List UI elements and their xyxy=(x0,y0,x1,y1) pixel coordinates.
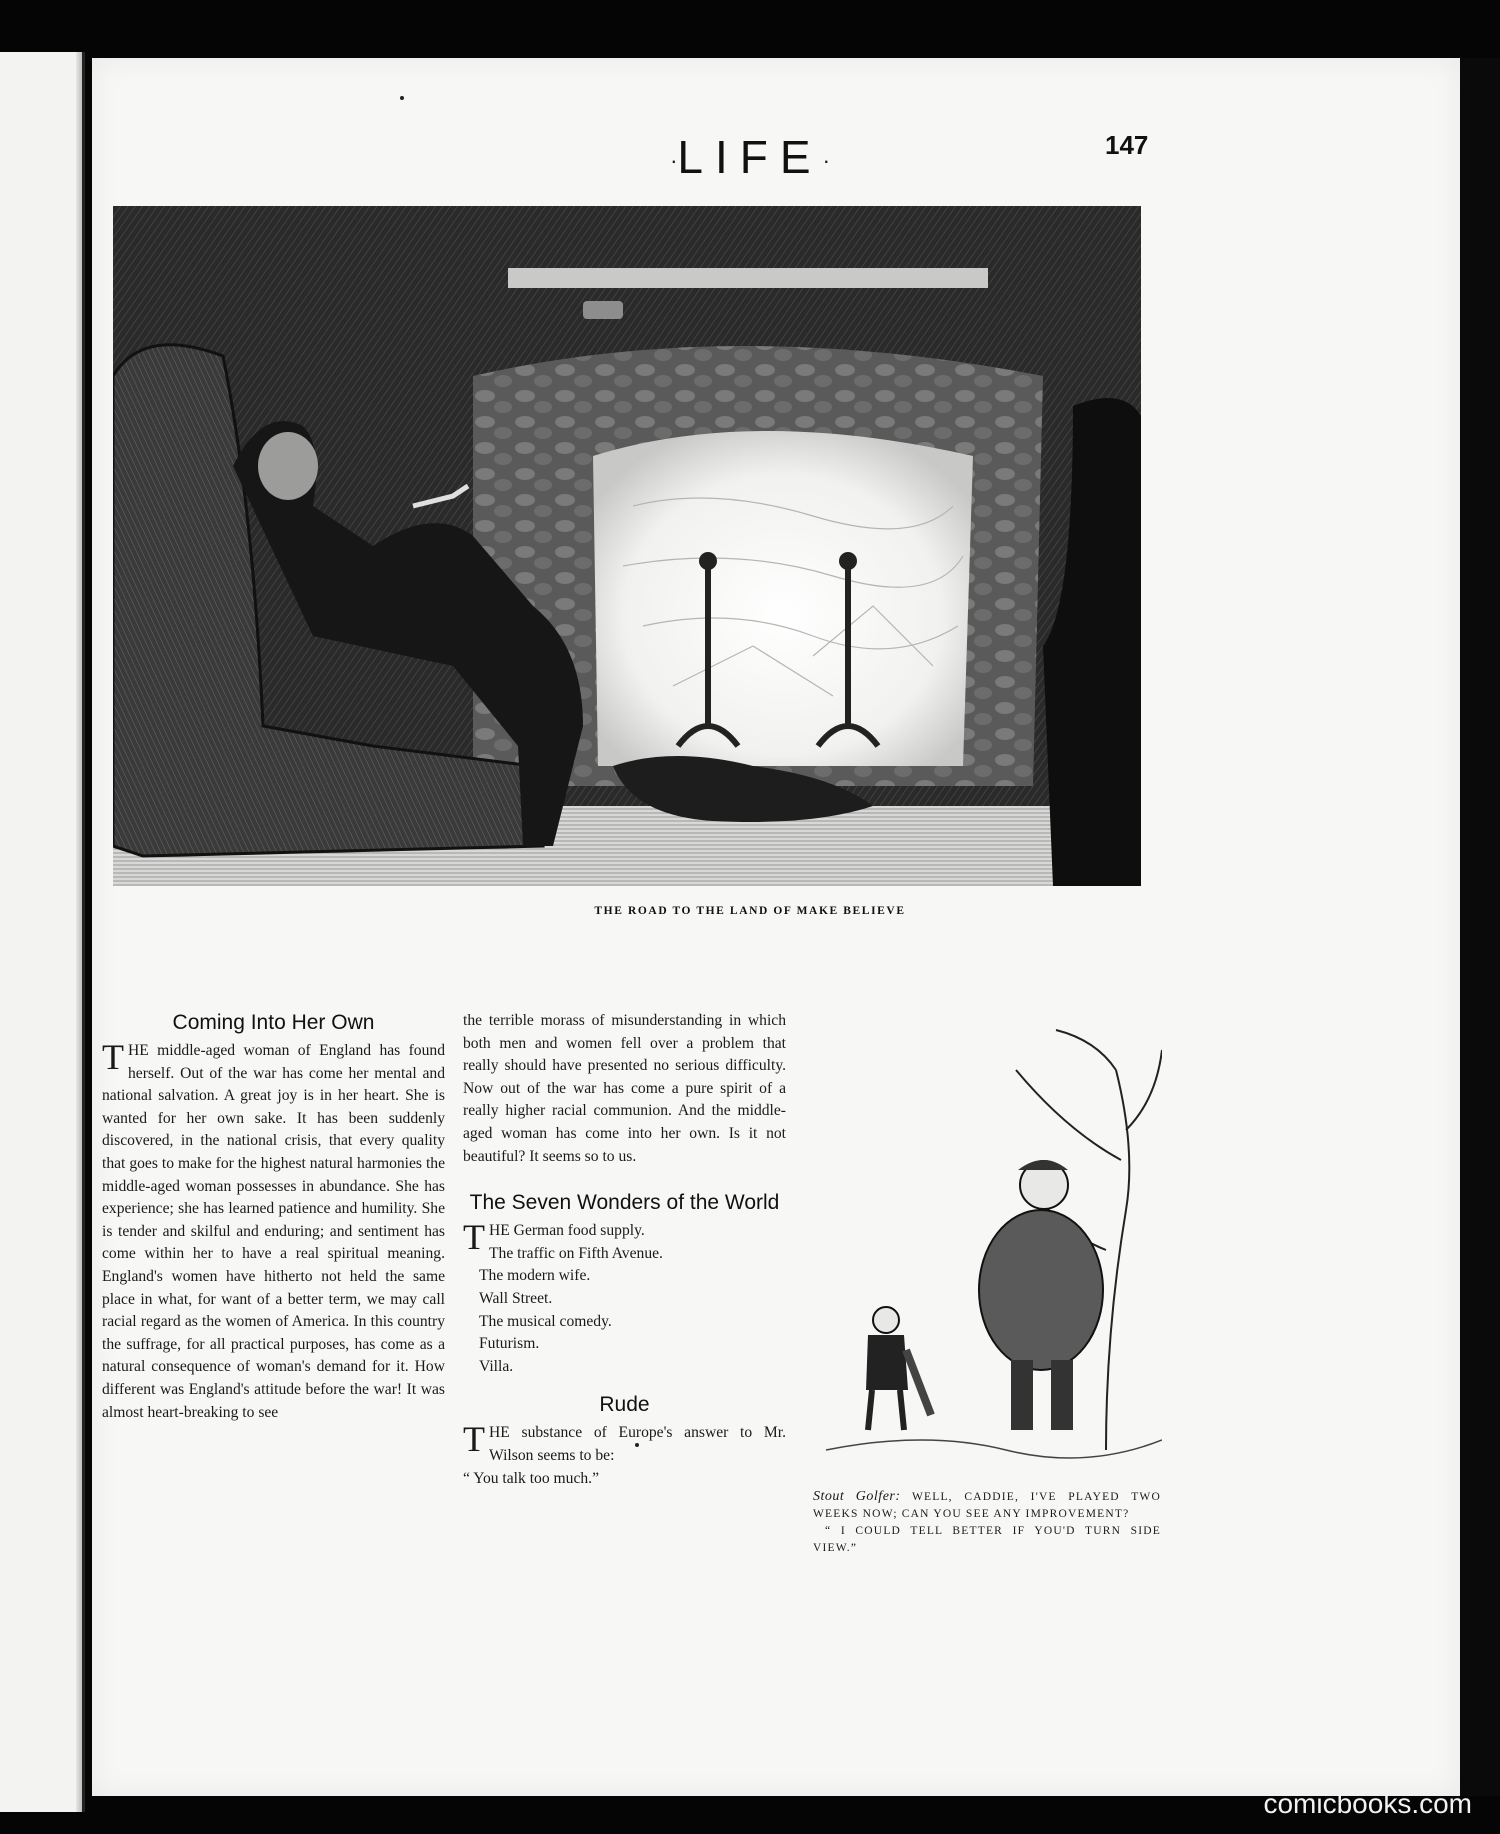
list-item: The traffic on Fifth Avenue. xyxy=(489,1244,663,1262)
ground xyxy=(826,1440,1162,1458)
illustration-caption: THE ROAD TO THE LAND OF MAKE BELIEVE xyxy=(594,905,906,917)
list-item: The musical comedy. xyxy=(479,1312,612,1330)
list-item: Wall Street. xyxy=(479,1289,553,1307)
ink-speck xyxy=(400,96,404,100)
caption-line: WELL, CADDIE, I'VE PLAYED TWO WEEKS NOW; CAN YOU SEE ANY IMPROVEMENT? xyxy=(813,1491,1161,1520)
caption-speaker: Stout Golfer: xyxy=(813,1489,901,1504)
article-title-rude: Rude xyxy=(599,1393,650,1417)
fire-glow xyxy=(593,431,973,766)
dropcap: T xyxy=(463,1419,485,1460)
list-item: THE German food supply. xyxy=(463,1217,645,1258)
golfer-leg xyxy=(1051,1360,1073,1430)
article-body-coming-into-her-own xyxy=(102,1037,445,1424)
article-text: HE middle-aged woman of England has found herself. Out of the war has come her mental and national salvation. A great joy is in her heart. She is wanted for her own sake. It has been suddenly discovered, in the national crisis, that every quality that goes to make for the highest natural harmonies the middle-aged woman possesses in abundance. She has experience; she has learned patience and humility. She is tender and skilful and enduring; and sentiment has come within her to have a real spiritual meaning. England's women have hitherto not held the same place in what, for want of a better term, we may call racial regard as the women of America. In this country the suffrage, for all practical purposes, has come as a natural consequence of woman's demand for it. How different was England's attitude before the war! It was almost heart-breaking to see xyxy=(102,1042,445,1421)
mantel-shelf xyxy=(508,268,988,288)
man-head xyxy=(258,432,318,500)
article-body-rude: THE substance of Europe's answer to Mr. Wilson seems to be: xyxy=(463,1419,786,1464)
right-dark-border xyxy=(1460,58,1500,1796)
article-continuation: the terrible morass of misunderstanding in which both men and women fell over a problem that really should have presented no serious difficulty. Now out of the war has come a pure spirit of a really higher racial communion. And the middle-aged woman has come into her own. Is it not beautiful? It seems so to us. xyxy=(463,1012,786,1165)
article-title-coming-into-her-own: Coming Into Her Own xyxy=(172,1011,375,1034)
seven-wonders-list xyxy=(463,1217,786,1378)
dropcap: T xyxy=(463,1217,485,1258)
watermark: comicbooks.com xyxy=(1263,1788,1472,1819)
masthead-dot: · xyxy=(670,147,678,173)
caddie-legs xyxy=(868,1390,904,1430)
page-number: 147 xyxy=(1105,130,1149,160)
golf-bag xyxy=(906,1350,931,1415)
golfer-cartoon xyxy=(806,1010,1162,1472)
column-1 xyxy=(102,1010,445,1424)
list-item: Futurism. xyxy=(479,1335,540,1353)
article-title-seven-wonders: The Seven Wonders of the World xyxy=(469,1191,780,1215)
left-page-edge xyxy=(0,52,85,1812)
masthead-dot: · xyxy=(822,147,830,173)
list-item: Villa. xyxy=(479,1357,514,1375)
list-item: The modern wife. xyxy=(479,1267,591,1285)
golfer-leg xyxy=(1011,1360,1033,1430)
masthead-title: LIFE xyxy=(677,131,823,183)
fireside-illustration xyxy=(113,206,1141,886)
masthead xyxy=(0,130,1500,184)
rude-quote: “ You talk too much.” xyxy=(463,1469,600,1487)
golfer-caption xyxy=(813,1488,1161,1557)
dropcap: T xyxy=(102,1037,124,1077)
caption-reply: “ I COULD TELL BETTER IF YOU'D TURN SIDE VIEW.” xyxy=(813,1525,1161,1554)
caddie-body xyxy=(866,1335,908,1390)
caddie-head xyxy=(873,1307,899,1333)
column-2 xyxy=(463,1010,786,1490)
stout-golfer-body xyxy=(979,1210,1103,1370)
golfer-cap xyxy=(1018,1160,1068,1170)
mantel-bracket xyxy=(583,301,623,319)
